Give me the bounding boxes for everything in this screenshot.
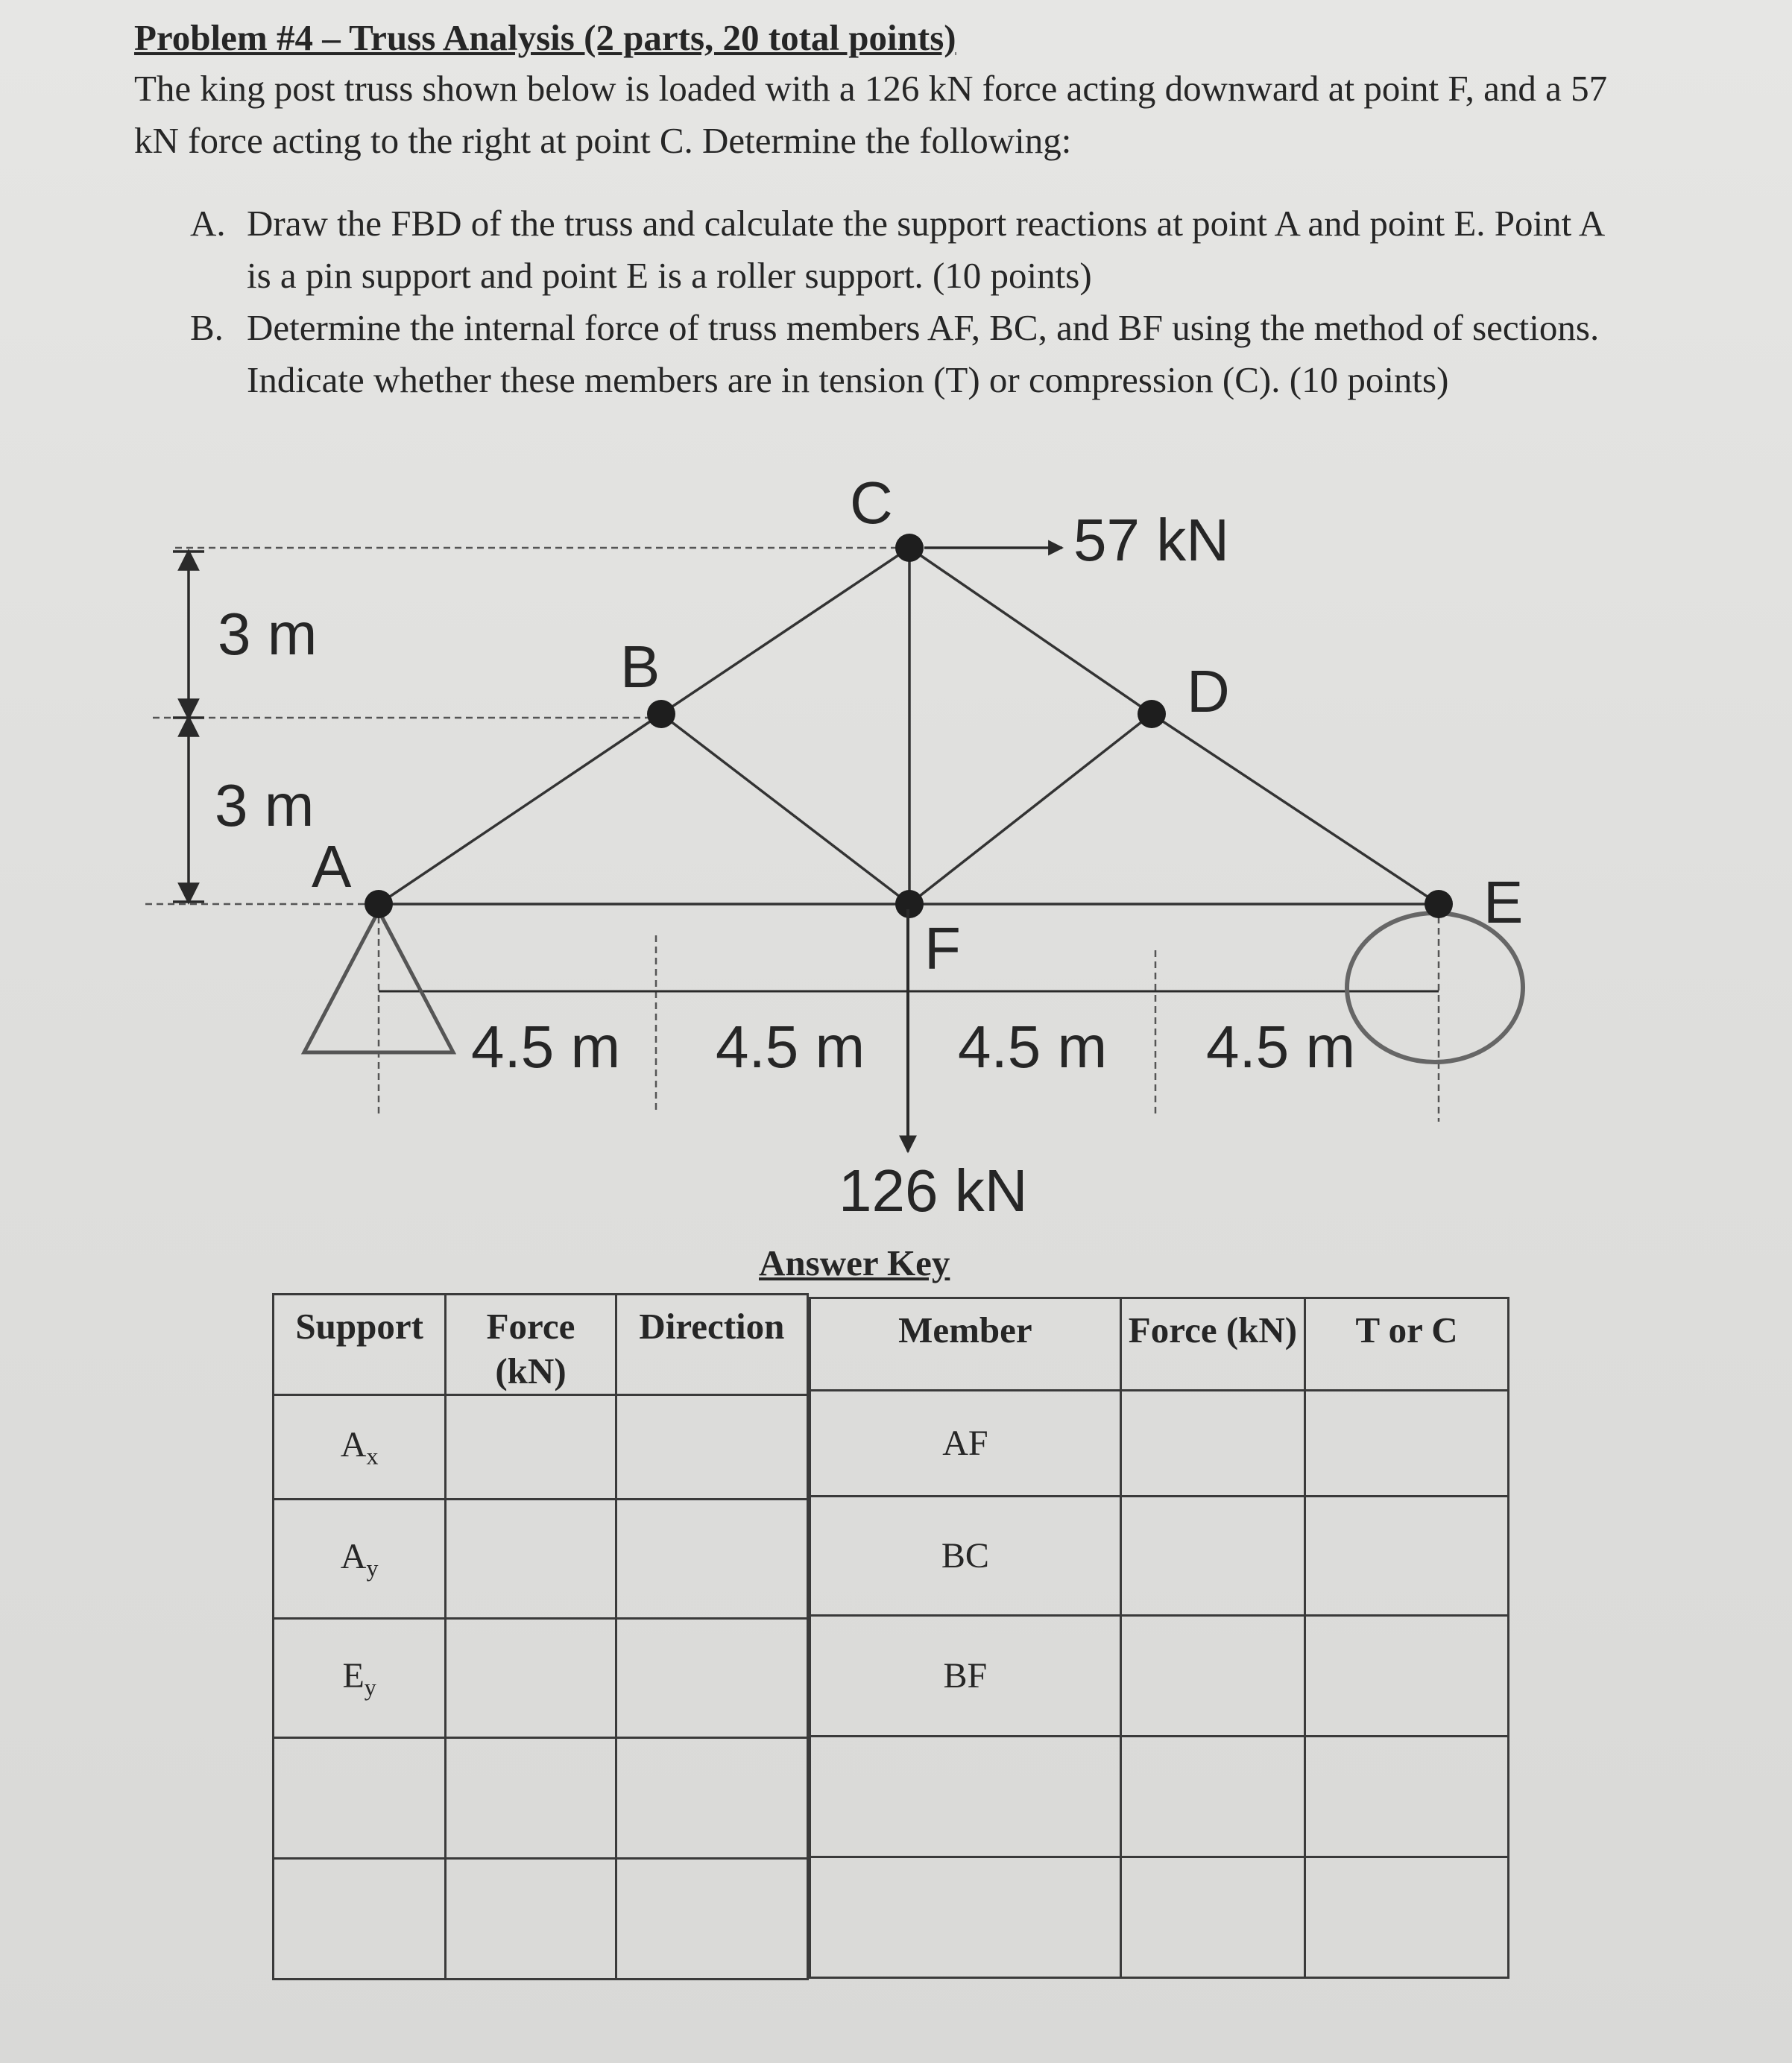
height-dimension <box>173 552 204 902</box>
span-label-1: 4.5 m <box>471 1014 621 1080</box>
roller-support-e <box>1347 913 1523 1062</box>
empty-cell[interactable] <box>810 1857 1121 1978</box>
empty-cell[interactable] <box>1120 1737 1304 1857</box>
ey-force-cell[interactable] <box>446 1619 616 1738</box>
load-label-57kn: 57 kN <box>1073 507 1229 573</box>
ay-force-cell[interactable] <box>446 1500 616 1619</box>
node-label-c: C <box>850 470 893 536</box>
ax-direction-cell[interactable] <box>616 1395 807 1500</box>
empty-cell[interactable] <box>1120 1857 1304 1978</box>
member-label-af: AF <box>810 1391 1121 1497</box>
table-row <box>274 1738 808 1859</box>
member-header-row <box>810 1298 1509 1391</box>
support-label-ey: $E_y$ <box>274 1619 446 1738</box>
problem-intro: The king post truss shown below is loaded with a 126 kN force acting downward at point F, and a 57 kN force acting to the right at point C. Determine the following: <box>134 68 1608 161</box>
empty-cell[interactable] <box>446 1859 616 1980</box>
bc-force-cell[interactable] <box>1120 1497 1304 1616</box>
span-label-2: 4.5 m <box>716 1014 865 1080</box>
table-row <box>810 1857 1509 1978</box>
table-row <box>274 1859 808 1980</box>
node-c <box>895 534 924 562</box>
node-e <box>1425 890 1453 918</box>
node-d <box>1138 700 1166 728</box>
bf-force-cell[interactable] <box>1120 1616 1304 1737</box>
support-force-header: Force (kN) <box>446 1295 616 1395</box>
empty-cell[interactable] <box>1305 1857 1509 1978</box>
node-label-f: F <box>924 915 961 982</box>
empty-cell[interactable] <box>810 1737 1121 1857</box>
bc-t-or-c-cell[interactable] <box>1305 1497 1509 1616</box>
table-row <box>274 1619 808 1738</box>
empty-cell[interactable] <box>616 1738 807 1859</box>
bf-t-or-c-cell[interactable] <box>1305 1616 1509 1737</box>
node-b <box>647 700 675 728</box>
member-forces-table <box>809 1297 1509 1979</box>
table-row <box>810 1497 1509 1616</box>
support-label-ay: $A_y$ <box>274 1500 446 1619</box>
node-label-a: A <box>312 833 352 900</box>
empty-cell[interactable] <box>274 1738 446 1859</box>
span-label-3: 4.5 m <box>958 1014 1108 1080</box>
af-force-cell[interactable] <box>1120 1391 1304 1497</box>
table-row <box>810 1616 1509 1737</box>
span-label-4: 4.5 m <box>1206 1014 1356 1080</box>
part-b-text: Determine the internal force of truss members AF, BC, and BF using the method of sections. Indicate whether these members are in tension (T) or compression (C). (10 points) <box>247 307 1600 400</box>
empty-cell[interactable] <box>1305 1737 1509 1857</box>
answer-key-title: Answer Key <box>759 1242 950 1283</box>
member-header: Member <box>810 1298 1121 1391</box>
node-label-d: D <box>1187 658 1230 724</box>
load-label-126kn: 126 kN <box>839 1157 1028 1224</box>
support-header: Support <box>274 1295 446 1395</box>
node-label-b: B <box>620 634 660 700</box>
support-reactions-table <box>272 1293 809 1980</box>
truss-members <box>379 548 1439 904</box>
problem-title: Problem #4 – Truss Analysis (2 parts, 20 total points) <box>134 17 956 58</box>
table-row <box>274 1395 808 1500</box>
support-header-row <box>274 1295 808 1395</box>
part-a-letter: A. <box>190 203 226 244</box>
af-t-or-c-cell[interactable] <box>1305 1391 1509 1497</box>
member-label-bc: BC <box>810 1497 1121 1616</box>
empty-cell[interactable] <box>616 1859 807 1980</box>
node-label-e: E <box>1483 869 1524 935</box>
node-a <box>365 890 393 918</box>
direction-header: Direction <box>616 1295 807 1395</box>
member-force-header: Force (kN) <box>1120 1298 1304 1391</box>
height-label-top: 3 m <box>218 601 318 667</box>
ay-direction-cell[interactable] <box>616 1500 807 1619</box>
height-label-bottom: 3 m <box>215 772 315 838</box>
table-row <box>810 1391 1509 1497</box>
empty-cell[interactable] <box>274 1859 446 1980</box>
support-label-ax: $A_x$ <box>274 1395 446 1500</box>
part-a-text: Draw the FBD of the truss and calculate the support reactions at point A and point E. Point A is a pin support and point E is a roller support. (10 points) <box>247 203 1603 296</box>
table-row <box>274 1500 808 1619</box>
t-or-c-header: T or C <box>1305 1298 1509 1391</box>
empty-cell[interactable] <box>446 1738 616 1859</box>
ax-force-cell[interactable] <box>446 1395 616 1500</box>
part-b-letter: B. <box>190 307 224 348</box>
member-label-bf: BF <box>810 1616 1121 1737</box>
ey-direction-cell[interactable] <box>616 1619 807 1738</box>
table-row <box>810 1737 1509 1857</box>
